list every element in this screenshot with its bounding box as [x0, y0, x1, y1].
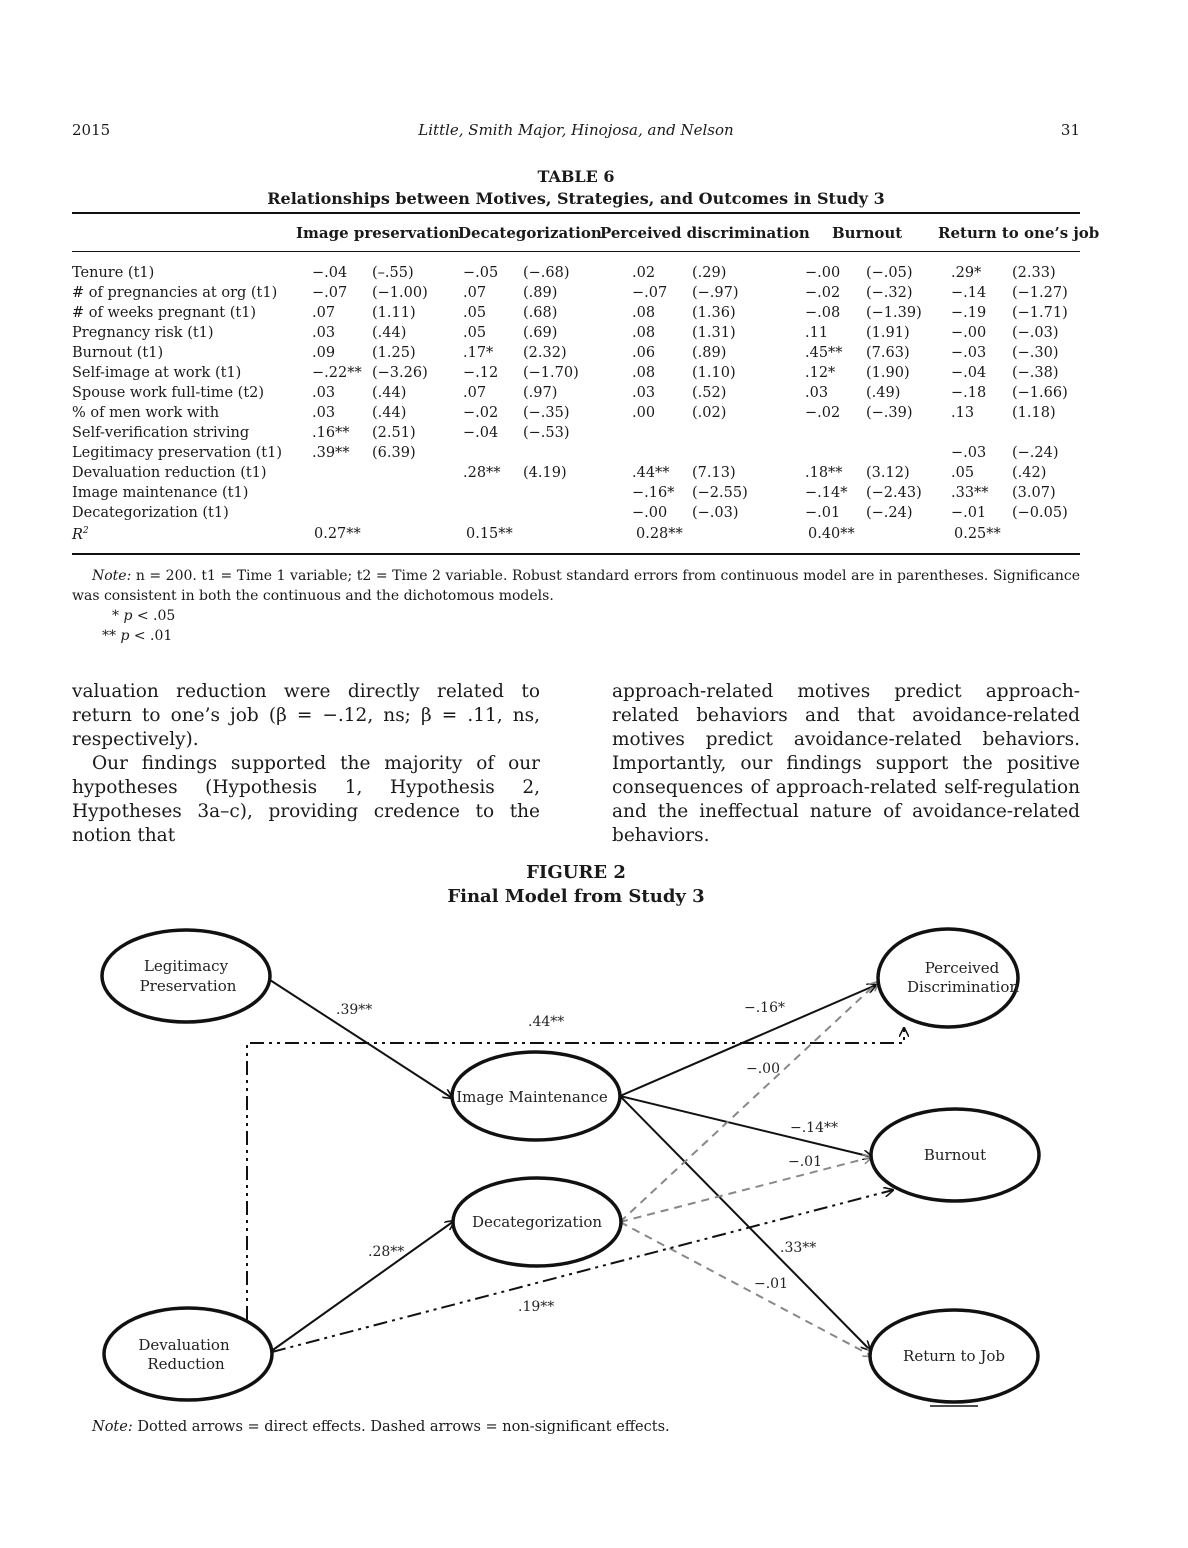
- sig-note-05: * p < .05: [112, 608, 176, 624]
- tstat-cell: (.44): [372, 405, 407, 421]
- node-label: Devaluation: [138, 1336, 230, 1354]
- row-label: Self-image at work (t1): [72, 365, 242, 381]
- r2-value: 0.40**: [808, 526, 855, 542]
- row-label: % of men work with: [72, 405, 220, 421]
- tstat-cell: (1.90): [866, 365, 910, 381]
- coefficient-cell: −.14: [951, 285, 987, 301]
- coefficient-cell: .03: [632, 385, 656, 401]
- tstat-cell: (7.63): [866, 345, 910, 361]
- row-label: Spouse work full-time (t2): [72, 385, 265, 401]
- figure-title: FIGURE 2: [526, 862, 626, 883]
- tstat-cell: (−.68): [523, 265, 570, 281]
- tstat-cell: (3.07): [1012, 485, 1056, 501]
- row-label: Legitimacy preservation (t1): [72, 445, 283, 461]
- figure-note: Note: Dotted arrows = direct effects. Dashed arrows = non-significant effects.: [92, 1419, 670, 1435]
- coefficient-cell: .44**: [632, 465, 670, 481]
- coefficient-cell: .03: [805, 385, 829, 401]
- coefficient-cell: .03: [312, 325, 336, 341]
- coefficient-cell: −.02: [805, 285, 841, 301]
- coefficient-cell: .02: [632, 265, 656, 281]
- tstat-cell: (−1.39): [866, 305, 922, 321]
- node-legitimacy-preservation: [102, 930, 270, 1022]
- coefficient-cell: −.00: [805, 265, 841, 281]
- tstat-cell: (.44): [372, 385, 407, 401]
- tstat-cell: (.29): [692, 265, 727, 281]
- r2-label: $R^2$: [72, 526, 89, 543]
- path-label: −.00: [746, 1061, 780, 1077]
- node-label: Return to Job: [903, 1347, 1005, 1365]
- tstat-cell: (2.33): [1012, 265, 1056, 281]
- path-decat-burnout: [620, 1157, 872, 1222]
- coefficient-cell: −.03: [951, 345, 987, 361]
- r2-value: 0.27**: [314, 526, 361, 542]
- row-label: Image maintenance (t1): [72, 485, 249, 501]
- row-label: Pregnancy risk (t1): [72, 325, 214, 341]
- table-subtitle: Relationships between Motives, Strategies, and Outcomes in Study 3: [267, 189, 885, 208]
- coefficient-cell: .09: [312, 345, 336, 361]
- tstat-cell: (.44): [372, 325, 407, 341]
- tstat-cell: (−.03): [692, 505, 739, 521]
- coefficient-cell: .05: [463, 305, 487, 321]
- coefficient-cell: .00: [632, 405, 656, 421]
- path-label: .19**: [518, 1299, 555, 1315]
- body-paragraph: approach-related motives predict approach-related behaviors and that avoidance-related motives predict avoidance-related behaviors. Importantly, our findings support the positive consequences of approach-related self-regulation and the ineffectual nature of avoidance-related behaviors.: [612, 681, 1080, 846]
- col-header-image-preservation: Image preservation: [296, 224, 460, 242]
- row-label: Self-verification striving: [72, 425, 250, 441]
- table-note: Note: n = 200. t1 = Time 1 variable; t2 = Time 2 variable. Robust standard errors from continuous model are in parentheses. Significance was consistent in both the continuous and the dichotomous models.: [72, 568, 1081, 604]
- coefficient-cell: .16**: [312, 425, 350, 441]
- coefficient-cell: .06: [632, 345, 656, 361]
- coefficient-cell: .13: [951, 405, 975, 421]
- tstat-cell: (−.97): [692, 285, 739, 301]
- coefficient-cell: .39**: [312, 445, 350, 461]
- path-label: −.01: [754, 1276, 788, 1292]
- tstat-cell: (1.25): [372, 345, 416, 361]
- tstat-cell: (−.30): [1012, 345, 1059, 361]
- coefficient-cell: .18**: [805, 465, 843, 481]
- coefficient-cell: .05: [463, 325, 487, 341]
- coefficient-cell: .08: [632, 325, 656, 341]
- path-label: .39**: [336, 1002, 373, 1018]
- coefficient-cell: −.14*: [805, 485, 848, 501]
- tstat-cell: (.49): [866, 385, 901, 401]
- node-label: Discrimination: [906, 978, 1020, 996]
- coefficient-cell: .08: [632, 365, 656, 381]
- coefficient-cell: .29*: [951, 265, 982, 281]
- row-label: Tenure (t1): [72, 265, 155, 281]
- coefficient-cell: .03: [312, 405, 336, 421]
- row-label: Decategorization (t1): [72, 505, 229, 521]
- col-header-perceived-discrimination: Perceived discrimination: [600, 224, 810, 242]
- tstat-cell: (1.91): [866, 325, 910, 341]
- node-label: Perceived: [924, 959, 1000, 977]
- node-label: Reduction: [147, 1355, 225, 1373]
- tstat-cell: (−1.66): [1012, 385, 1068, 401]
- tstat-cell: (1.11): [372, 305, 416, 321]
- tstat-cell: (−1.71): [1012, 305, 1068, 321]
- tstat-cell: (−1.70): [523, 365, 579, 381]
- coefficient-cell: .07: [463, 285, 487, 301]
- table-title: TABLE 6: [537, 167, 615, 186]
- tstat-cell: (−.35): [523, 405, 570, 421]
- tstat-cell: (−.38): [1012, 365, 1059, 381]
- tstat-cell: (−.03): [1012, 325, 1059, 341]
- coefficient-cell: −.18: [951, 385, 987, 401]
- coefficient-cell: .11: [805, 325, 829, 341]
- coefficient-cell: −.00: [951, 325, 987, 341]
- tstat-cell: (2.32): [523, 345, 567, 361]
- node-label: Image Maintenance: [456, 1088, 608, 1106]
- col-header-decategorization: Decategorization: [458, 224, 602, 242]
- tstat-cell: (−.53): [523, 425, 570, 441]
- coefficient-cell: −.12: [463, 365, 499, 381]
- path-label: .28**: [368, 1244, 405, 1260]
- row-label: Devaluation reduction (t1): [72, 465, 267, 481]
- tstat-cell: (.68): [523, 305, 558, 321]
- tstat-cell: (−0.05): [1012, 505, 1068, 521]
- r2-value: 0.25**: [954, 526, 1001, 542]
- coefficient-cell: .05: [951, 465, 975, 481]
- row-label: # of pregnancies at org (t1): [72, 285, 278, 301]
- coefficient-cell: −.08: [805, 305, 841, 321]
- coefficient-cell: .12*: [805, 365, 836, 381]
- tstat-cell: (2.51): [372, 425, 416, 441]
- coefficient-cell: .08: [632, 305, 656, 321]
- tstat-cell: (1.36): [692, 305, 736, 321]
- running-authors: Little, Smith Major, Hinojosa, and Nelson: [418, 121, 734, 139]
- coefficient-cell: −.04: [463, 425, 499, 441]
- row-label: Burnout (t1): [72, 345, 164, 361]
- tstat-cell: (3.12): [866, 465, 910, 481]
- tstat-cell: (−.05): [866, 265, 913, 281]
- coefficient-cell: −.03: [951, 445, 987, 461]
- node-label: Burnout: [923, 1146, 987, 1164]
- coefficient-cell: −.02: [805, 405, 841, 421]
- path-label: −.14**: [790, 1120, 838, 1136]
- row-label: # of weeks pregnant (t1): [72, 305, 257, 321]
- tstat-cell: (−.32): [866, 285, 913, 301]
- path-legit-image: [270, 980, 452, 1098]
- tstat-cell: (−.24): [1012, 445, 1059, 461]
- coefficient-cell: .33**: [951, 485, 989, 501]
- tstat-cell: (1.18): [1012, 405, 1056, 421]
- coefficient-cell: −.05: [463, 265, 499, 281]
- tstat-cell: (6.39): [372, 445, 416, 461]
- coefficient-cell: −.07: [632, 285, 668, 301]
- node-devaluation-reduction: [104, 1308, 272, 1400]
- coefficient-cell: −.04: [312, 265, 348, 281]
- tstat-cell: (−.39): [866, 405, 913, 421]
- node-label: Decategorization: [471, 1213, 603, 1231]
- tstat-cell: (−1.27): [1012, 285, 1068, 301]
- coefficient-cell: −.01: [805, 505, 841, 521]
- tstat-cell: (.02): [692, 405, 727, 421]
- coefficient-cell: .28**: [463, 465, 501, 481]
- path-label: .44**: [528, 1014, 565, 1030]
- tstat-cell: (7.13): [692, 465, 736, 481]
- tstat-cell: (−.24): [866, 505, 913, 521]
- tstat-cell: (−3.26): [372, 365, 428, 381]
- tstat-cell: (1.10): [692, 365, 736, 381]
- tstat-cell: (–.55): [372, 265, 414, 281]
- tstat-cell: (.42): [1012, 465, 1047, 481]
- body-paragraph: Our findings supported the majority of our hypotheses (Hypothesis 1, Hypothesis 2, Hypotheses 3a–c), providing credence to the notion that: [72, 753, 540, 846]
- tstat-cell: (.97): [523, 385, 558, 401]
- tstat-cell: (−2.55): [692, 485, 748, 501]
- tstat-cell: (−2.43): [866, 485, 922, 501]
- tstat-cell: (.52): [692, 385, 727, 401]
- path-decat-return: [620, 1222, 872, 1356]
- figure-subtitle: Final Model from Study 3: [447, 886, 705, 907]
- coefficient-cell: −.22**: [312, 365, 362, 381]
- path-label: .33**: [780, 1240, 817, 1256]
- path-label: −.01: [788, 1154, 822, 1170]
- col-header-burnout: Burnout: [832, 224, 903, 242]
- coefficient-cell: .03: [312, 385, 336, 401]
- coefficient-cell: −.04: [951, 365, 987, 381]
- tstat-cell: (−1.00): [372, 285, 428, 301]
- coefficient-cell: −.07: [312, 285, 348, 301]
- tstat-cell: (1.31): [692, 325, 736, 341]
- col-header-return-to-job: Return to one’s job: [938, 224, 1100, 242]
- path-label: −.16*: [744, 1000, 785, 1016]
- running-year: 2015: [72, 121, 111, 139]
- tstat-cell: (.69): [523, 325, 558, 341]
- coefficient-cell: .07: [463, 385, 487, 401]
- tstat-cell: (4.19): [523, 465, 567, 481]
- tstat-cell: (.89): [692, 345, 727, 361]
- coefficient-cell: −.01: [951, 505, 987, 521]
- coefficient-cell: .45**: [805, 345, 843, 361]
- node-label: Preservation: [139, 977, 237, 995]
- tstat-cell: (.89): [523, 285, 558, 301]
- r2-value: 0.15**: [466, 526, 513, 542]
- coefficient-cell: −.19: [951, 305, 987, 321]
- page-number: 31: [1060, 121, 1080, 139]
- coefficient-cell: −.00: [632, 505, 668, 521]
- node-label: Legitimacy: [143, 957, 229, 975]
- path-decat-perceived: [620, 982, 878, 1222]
- r2-value: 0.28**: [636, 526, 683, 542]
- coefficient-cell: −.16*: [632, 485, 675, 501]
- sig-note-01: ** p < .01: [102, 628, 173, 644]
- body-paragraph: valuation reduction were directly related to return to one’s job (β = −.12, ns; β = .11, ns, respectively).: [72, 681, 540, 750]
- coefficient-cell: .17*: [463, 345, 494, 361]
- coefficient-cell: −.02: [463, 405, 499, 421]
- coefficient-cell: .07: [312, 305, 336, 321]
- path-deval-decat: [270, 1221, 454, 1352]
